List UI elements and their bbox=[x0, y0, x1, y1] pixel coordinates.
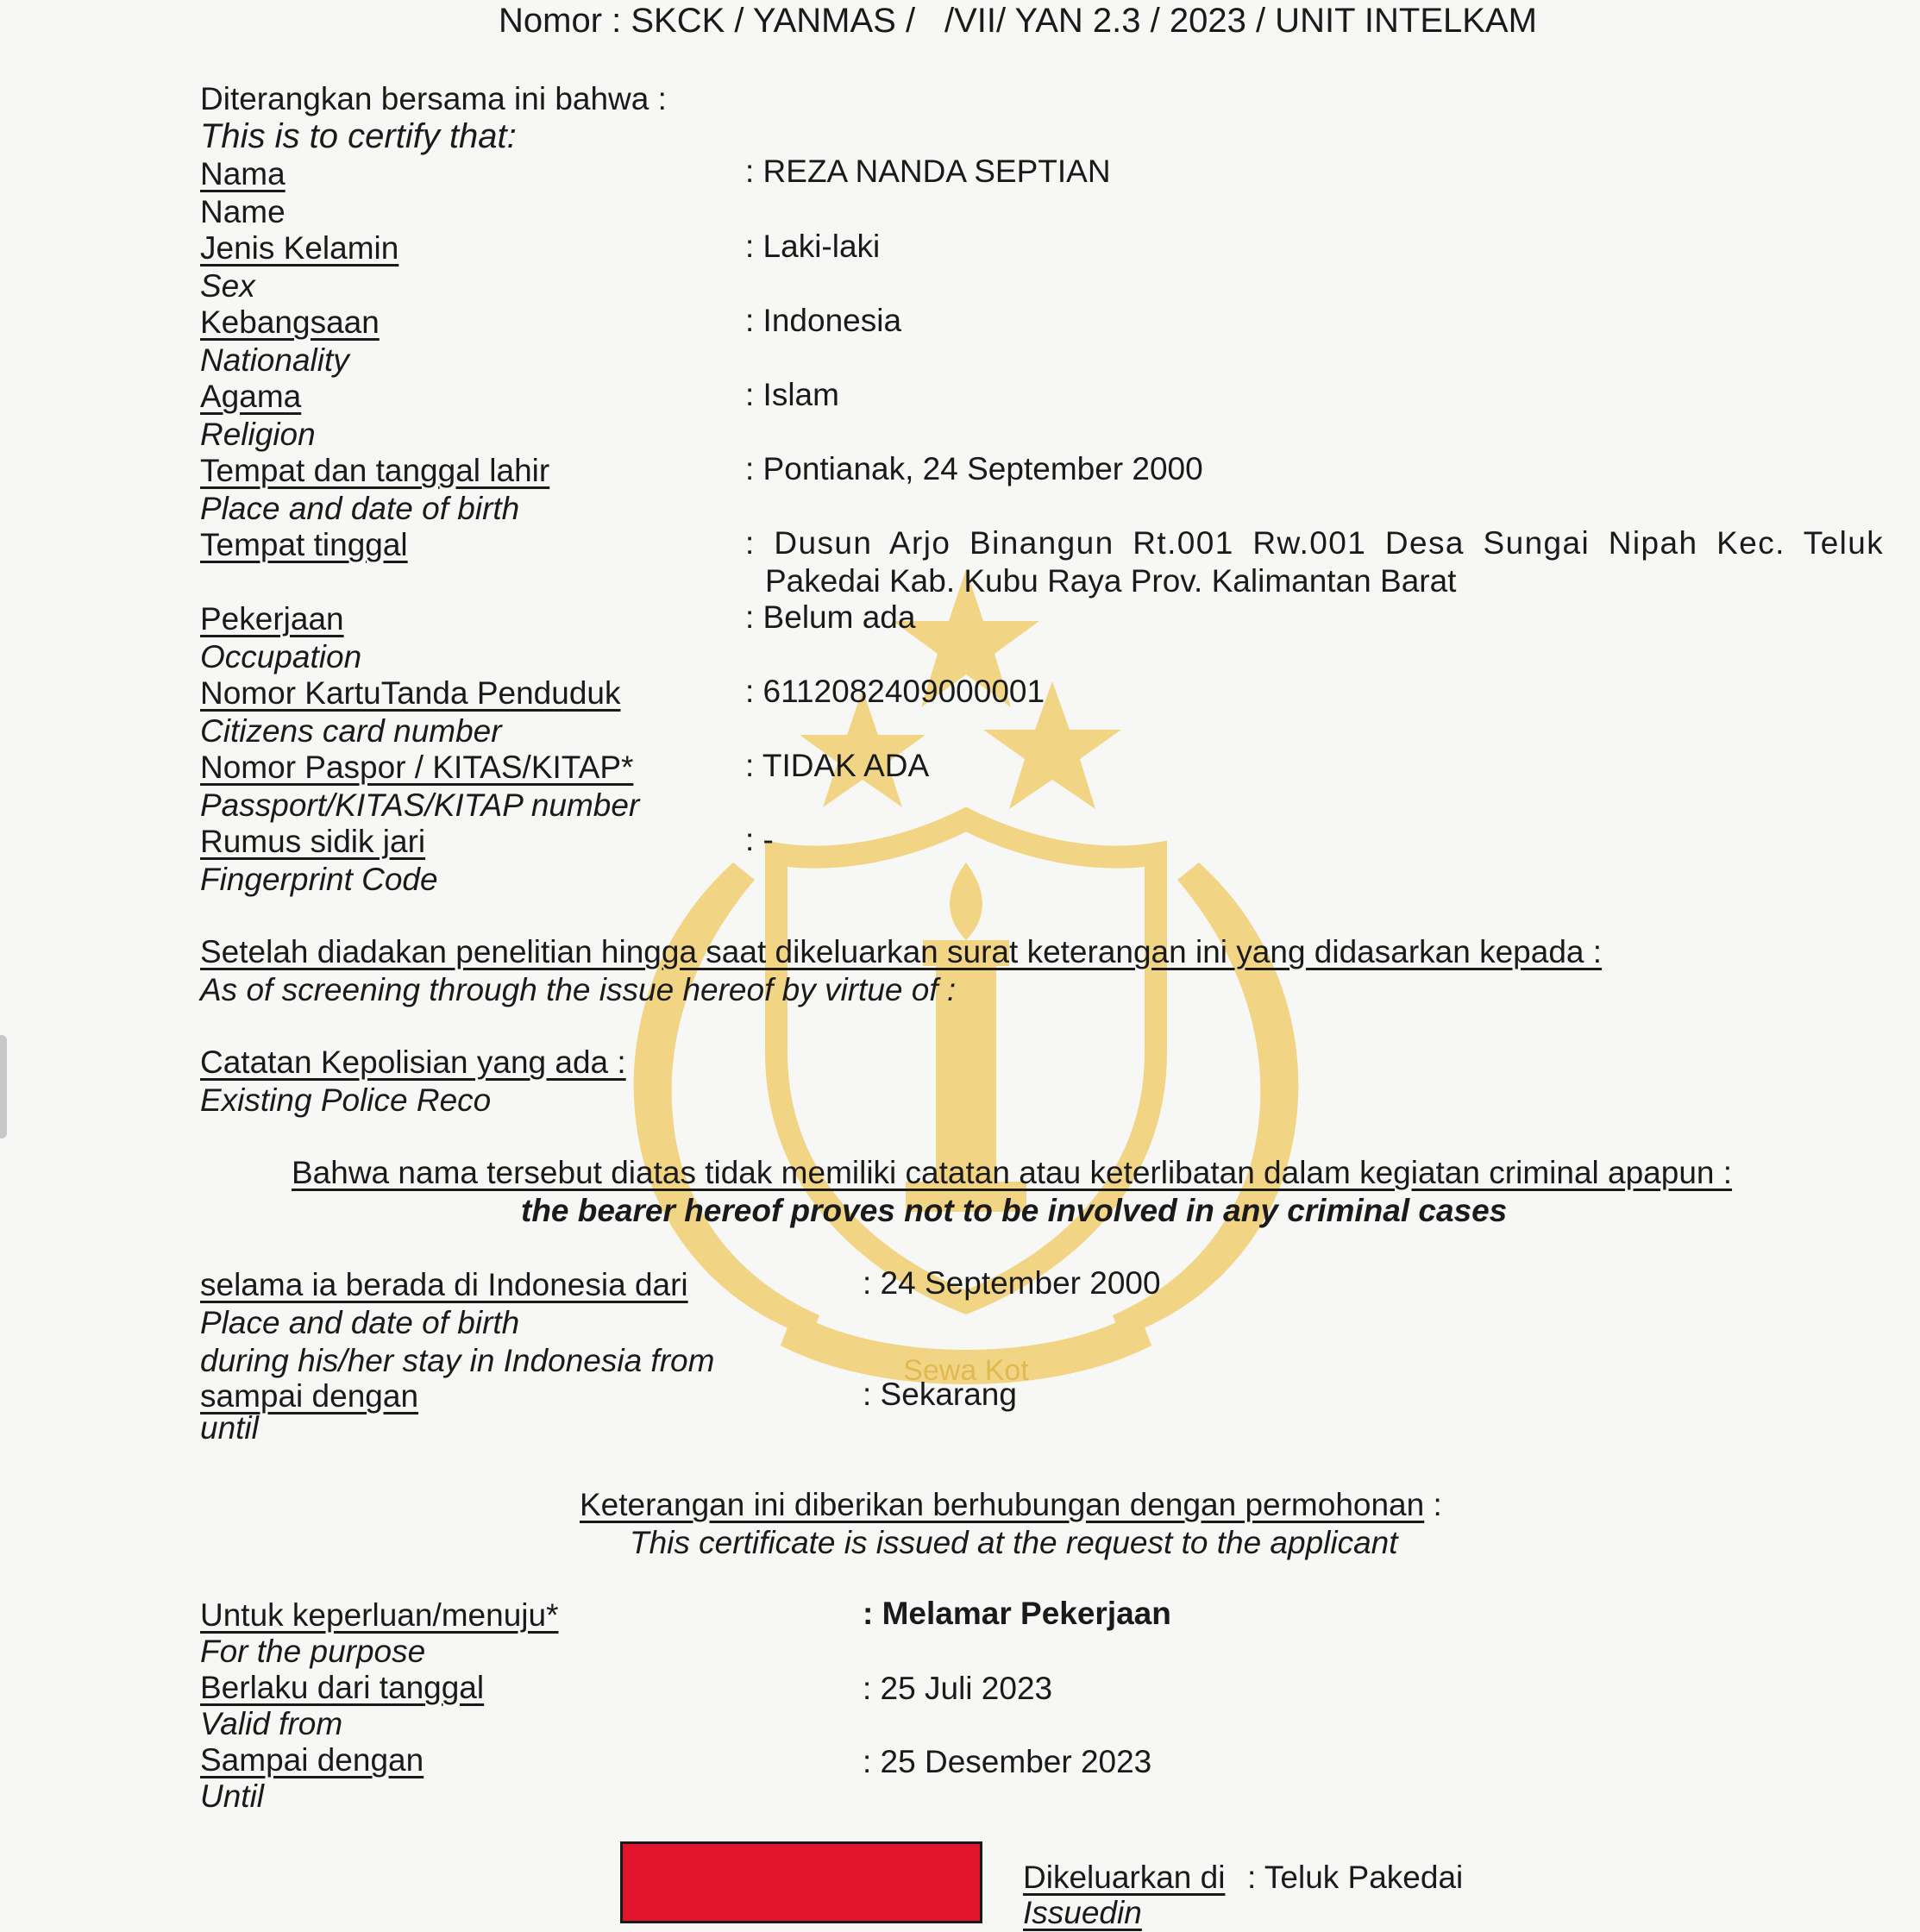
stay-until-label: sampai dengan bbox=[200, 1378, 419, 1414]
field-label-religion: Agama bbox=[200, 379, 302, 414]
statement-text-en: the bearer hereof proves not to be involved in any criminal cases bbox=[521, 1193, 1508, 1228]
field-value-birth: : Pontianak, 24 September 2000 bbox=[745, 451, 1203, 486]
stay-from-value: : 24 September 2000 bbox=[863, 1265, 1161, 1301]
request-text: Keterangan ini diberikan berhubungan dengan permohonan bbox=[580, 1487, 1425, 1522]
stay-from-label: selama ia berada di Indonesia dari bbox=[200, 1267, 688, 1302]
field-label-ktp-en: Citizens card number bbox=[200, 713, 502, 749]
scan-edge-mark bbox=[0, 1035, 7, 1138]
issued-label-en: Issuedin bbox=[1023, 1895, 1142, 1930]
field-label-occupation-en: Occupation bbox=[200, 639, 362, 674]
valid-until-label-en: Until bbox=[200, 1778, 265, 1814]
statement-text: Bahwa nama tersebut diatas tidak memiliki catatan atau keterlibatan dalam kegiatan criminal apapun : bbox=[292, 1155, 1733, 1190]
document-number-left: Nomor : SKCK / YANMAS / bbox=[499, 2, 916, 40]
issued-label: Dikeluarkan di bbox=[1023, 1860, 1226, 1895]
field-label-address: Tempat tinggal bbox=[200, 527, 408, 562]
photo-placeholder-red bbox=[620, 1841, 982, 1923]
valid-until-label: Sampai dengan bbox=[200, 1742, 424, 1778]
field-label-religion-en: Religion bbox=[200, 417, 316, 452]
field-label-sex: Jenis Kelamin bbox=[200, 230, 399, 266]
stay-until-value: : Sekarang bbox=[863, 1377, 1017, 1412]
field-value-religion: : Islam bbox=[745, 377, 839, 412]
field-label-sex-en: Sex bbox=[200, 268, 255, 304]
screening-text: Setelah diadakan penelitian hingga saat dikeluarkan surat keterangan ini yang didasarkan kepada : bbox=[200, 934, 1603, 969]
field-label-birth: Tempat dan tanggal lahir bbox=[200, 453, 550, 488]
field-label-nationality-en: Nationality bbox=[200, 342, 349, 378]
purpose-label: Untuk keperluan/menuju* bbox=[200, 1597, 559, 1633]
field-value-address-line2: Pakedai Kab. Kubu Raya Prov. Kalimantan Barat bbox=[765, 563, 1457, 599]
field-value-passport: : TIDAK ADA bbox=[745, 748, 930, 783]
field-label-occupation: Pekerjaan bbox=[200, 601, 344, 637]
stay-until-label-en: until bbox=[200, 1410, 259, 1446]
field-value-sex: : Laki-laki bbox=[745, 229, 881, 264]
issued-value: : Teluk Pakedai bbox=[1247, 1860, 1464, 1895]
valid-from-label: Berlaku dari tanggal bbox=[200, 1670, 485, 1705]
field-value-occupation: : Belum ada bbox=[745, 599, 916, 635]
field-value-ktp: : 6112082409000001 bbox=[745, 674, 1045, 709]
field-value-address: : Dusun Arjo Binangun Rt.001 Rw.001 Desa Sungai Nipah Kec. Teluk bbox=[745, 525, 1885, 561]
stay-from-label-en2: during his/her stay in Indonesia from bbox=[200, 1343, 715, 1378]
field-label-ktp: Nomor KartuTanda Penduduk bbox=[200, 675, 621, 711]
stay-from-label-en1: Place and date of birth bbox=[200, 1305, 520, 1340]
valid-until-value: : 25 Desember 2023 bbox=[863, 1744, 1152, 1779]
field-label-passport: Nomor Paspor / KITAS/KITAP* bbox=[200, 750, 634, 785]
request-text-en: This certificate is issued at the request to the applicant bbox=[630, 1525, 1398, 1560]
field-value-nama: : REZA NANDA SEPTIAN bbox=[745, 154, 1111, 189]
field-value-fingerprint: : - bbox=[745, 822, 774, 857]
intro-text: Diterangkan bersama ini bahwa : bbox=[200, 81, 667, 116]
police-records-label: Catatan Kepolisian yang ada : bbox=[200, 1044, 626, 1080]
emblem-motto: Sewa Kot bbox=[903, 1354, 1029, 1387]
field-label-fingerprint-en: Fingerprint Code bbox=[200, 862, 438, 897]
field-label-birth-en: Place and date of birth bbox=[200, 491, 520, 526]
screening-text-en: As of screening through the issue hereof by virtue of : bbox=[200, 972, 957, 1007]
field-label-nama-en: Name bbox=[200, 194, 285, 229]
request-line bbox=[580, 1486, 1442, 1524]
field-label-nationality: Kebangsaan bbox=[200, 304, 380, 340]
field-value-nationality: : Indonesia bbox=[745, 303, 902, 338]
police-records-label-en: Existing Police Reco bbox=[200, 1082, 492, 1118]
purpose-label-en: For the purpose bbox=[200, 1634, 426, 1669]
purpose-value: : Melamar Pekerjaan bbox=[863, 1596, 1171, 1631]
intro-text-en: This is to certify that: bbox=[200, 117, 517, 155]
valid-from-label-en: Valid from bbox=[200, 1706, 343, 1741]
field-label-passport-en: Passport/KITAS/KITAP number bbox=[200, 787, 640, 823]
document-number-right: /VII/ YAN 2.3 / 2023 / UNIT INTELKAM bbox=[944, 2, 1537, 40]
valid-from-value: : 25 Juli 2023 bbox=[863, 1671, 1053, 1706]
request-colon: : bbox=[1424, 1487, 1442, 1522]
field-label-fingerprint: Rumus sidik jari bbox=[200, 824, 426, 859]
field-label-nama: Nama bbox=[200, 156, 285, 191]
